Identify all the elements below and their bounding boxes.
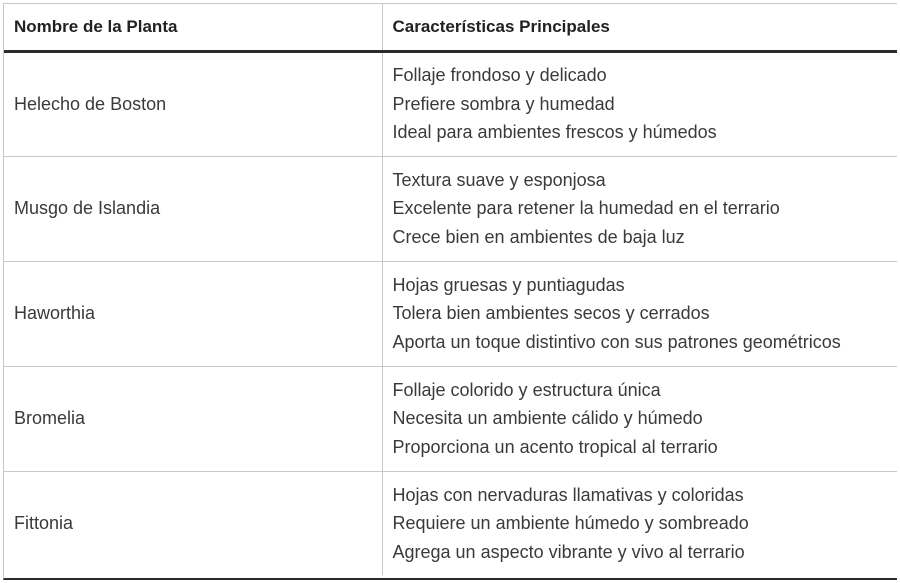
plant-name-cell: Fittonia [4,471,382,575]
column-header-plant-name: Nombre de la Planta [4,4,382,51]
characteristic-line: Prefiere sombra y humedad [392,93,615,114]
plant-table [4,4,897,575]
table-row [4,51,897,156]
characteristic-line: Agrega un aspecto vibrante y vivo al terrario [392,541,745,562]
plant-name-cell: Haworthia [4,261,382,366]
characteristics-cell [382,471,897,575]
table-row [4,471,897,575]
characteristic-line: Proporciona un acento tropical al terrario [392,436,718,457]
characteristics-cell [382,156,897,261]
plant-table-container [3,3,897,580]
characteristic-line: Follaje frondoso y delicado [392,65,607,86]
characteristics-cell [382,51,897,156]
characteristic-line: Necesita un ambiente cálido y húmedo [392,408,703,429]
characteristic-line: Ideal para ambientes frescos y húmedos [392,122,717,143]
characteristic-line: Hojas con nervaduras llamativas y coloridas [392,484,744,505]
characteristics-cell [382,366,897,471]
characteristic-line: Requiere un ambiente húmedo y sombreado [392,513,749,533]
characteristic-line: Tolera bien ambientes secos y cerrados [392,303,710,324]
plant-name-cell: Helecho de Boston [4,51,382,156]
characteristic-line: Excelente para retener la humedad en el terrario [392,198,780,219]
characteristic-line: Hojas gruesas y puntiagudas [392,274,625,295]
characteristic-line: Aporta un toque distintivo con sus patrones geométricos [392,331,841,352]
characteristic-line: Crece bien en ambientes de baja luz [392,226,685,247]
plant-name-cell: Musgo de Islandia [4,156,382,261]
column-header-characteristics: Características Principales [382,4,897,51]
characteristic-line: Textura suave y esponjosa [392,169,606,190]
table-row [4,261,897,366]
table-row [4,156,897,261]
table-header-row [4,4,897,51]
characteristic-line: Follaje colorido y estructura única [392,379,661,400]
characteristics-cell [382,261,897,366]
table-row [4,366,897,471]
plant-name-cell: Bromelia [4,366,382,471]
